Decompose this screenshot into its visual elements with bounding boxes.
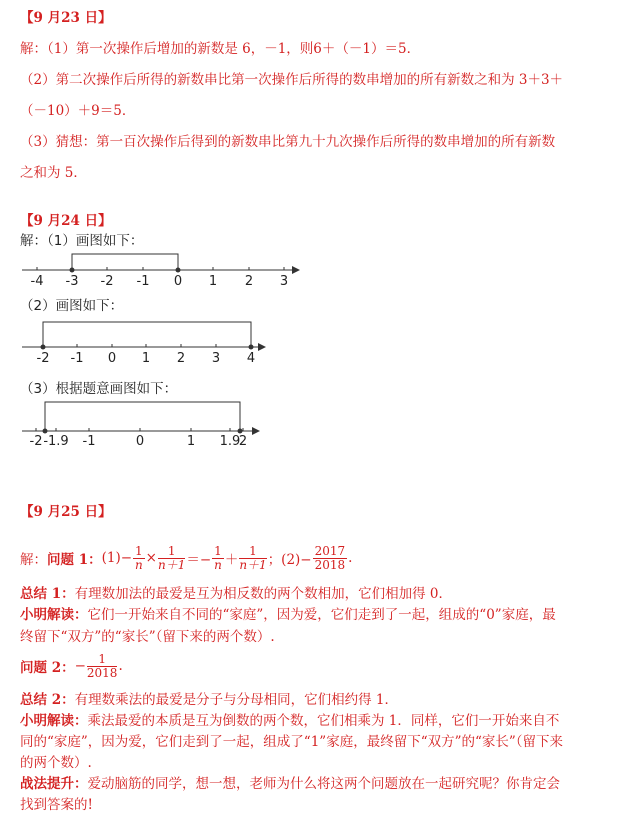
tick-label: 2 (244, 274, 254, 289)
xiaoming1-label: 小明解读： (20, 607, 88, 623)
summary2-label: 总结 2： (20, 692, 75, 708)
tick-label: 2 (176, 351, 186, 366)
xiaoming2-label: 小明解读： (20, 713, 88, 729)
tick-label: -2 (36, 351, 50, 366)
fraction-1-over-n-plus-1: $\frac{1}{n+1}$ (157, 543, 186, 572)
xiaoming2-text-a: 乘法最爱的本质是互为倒数的两个数，它们相乘为 1．同样，它们一开始来自不 (87, 713, 560, 729)
xiaoming1-line-b: 终留下“双方”的“家长”（留下来的两个数）. (20, 629, 275, 645)
problem2-label: 问题 2： (20, 660, 75, 676)
plus-sign: ＋ (224, 552, 239, 568)
xiaoming1-text-a: 它们一开始来自不同的“家庭”，因为爱，它们走到了一起，组成的“0”家庭，最 (87, 607, 556, 623)
problem1-part2-start: ；(2)− (267, 552, 312, 568)
fraction-1-over-n-plus-1-b: $\frac{1}{n+1}$ (239, 543, 267, 572)
tick-label: 0 (135, 434, 145, 449)
problem1-label: 问题 1： (47, 552, 102, 568)
number-line-1 (0, 248, 320, 292)
times-sign: × (145, 550, 157, 566)
number-line-2 (0, 316, 290, 366)
summary1-text: 有理数加法的最爱是互为相反数的两个数相加，它们相加得 0． (74, 586, 452, 602)
strategy-label: 战法提升： (20, 776, 88, 792)
strategy-line-a (20, 772, 560, 792)
tick-label: 1 (186, 434, 196, 449)
answer-line-4: （3）猜想：第一百次操作后得到的新数串比第九十九次操作后所得的数串增加的所有新数 (20, 134, 556, 150)
tick-label: -4 (30, 274, 44, 289)
problem1-line (20, 540, 352, 576)
xiaoming2-line-b: 同的“家庭”，因为爱，它们走到了一起，组成了“1”家庭，最终留下“双方”的“家长”（留下来 (20, 734, 564, 750)
strategy-text-a: 爱动脑筋的同学，想一想，老师为什么将这两个问题放在一起研究呢？你肯定会 (87, 776, 560, 792)
tick-label: -2 (29, 434, 43, 449)
solution-prefix: 解： (20, 552, 47, 568)
answer-line-1: 解：（1）第一次操作后增加的新数是 6，－1，则6＋（－1）＝5． (20, 41, 421, 57)
minus-sign: − (74, 658, 86, 674)
tick-label: -1.9 (43, 434, 69, 449)
fraction-2017-over-2018: $\frac{2017}{2018}$ (314, 543, 346, 572)
xiaoming2-line-a (20, 709, 559, 729)
xiaoming1-line-a (20, 603, 556, 623)
fraction-1-over-n: $\frac{1}{n}$ (134, 543, 143, 572)
part3-label: （3）根据题意画图如下： (20, 381, 178, 397)
part1-label: 解：（1）画图如下： (20, 233, 144, 249)
summary2-line (20, 688, 398, 708)
period: . (348, 550, 353, 566)
part2-label: （2）画图如下： (20, 298, 124, 314)
strategy-line-b: 找到答案的! (20, 797, 93, 813)
tick-label: 0 (107, 351, 117, 366)
answer-line-3: （－10）＋9＝5． (20, 103, 136, 119)
fraction-1-over-2018: $\frac{1}{2018}$ (86, 651, 118, 680)
tick-label: 1 (141, 351, 151, 366)
tick-label: 2 (238, 434, 248, 449)
summary2-text: 有理数乘法的最爱是分子与分母相同，它们相约得 1． (74, 692, 398, 708)
problem1-part1-start: (1)− (101, 550, 133, 566)
tick-label: -1 (70, 351, 84, 366)
tick-label: 1.9 (219, 434, 241, 449)
xiaoming2-line-c: 的两个数）. (20, 755, 92, 771)
answer-line-2: （2）第二次操作后所得的新数串比第一次操作后所得的数串增加的所有新数之和为 3＋3＋ (20, 72, 564, 88)
section-header-0923: 【9 月23 日】 (20, 10, 112, 26)
section-header-0925: 【9 月25 日】 (20, 504, 112, 520)
equals-minus: ＝− (186, 552, 212, 568)
tick-label: 3 (211, 351, 221, 366)
tick-label: 4 (246, 351, 256, 366)
tick-label: -1 (82, 434, 96, 449)
tick-label: 0 (173, 274, 183, 289)
summary1-line (20, 582, 452, 602)
period: . (118, 658, 123, 674)
answer-line-5: 之和为 5． (20, 165, 87, 181)
problem2-line (20, 648, 123, 684)
tick-label: -3 (65, 274, 79, 289)
tick-label: 1 (208, 274, 218, 289)
summary1-label: 总结 1： (20, 586, 75, 602)
section-header-0924: 【9 月24 日】 (20, 213, 112, 229)
tick-label: -1 (136, 274, 150, 289)
tick-label: -2 (100, 274, 114, 289)
fraction-1-over-n-b: $\frac{1}{n}$ (214, 543, 222, 572)
number-line-3 (0, 398, 290, 450)
tick-label: 3 (279, 274, 289, 289)
